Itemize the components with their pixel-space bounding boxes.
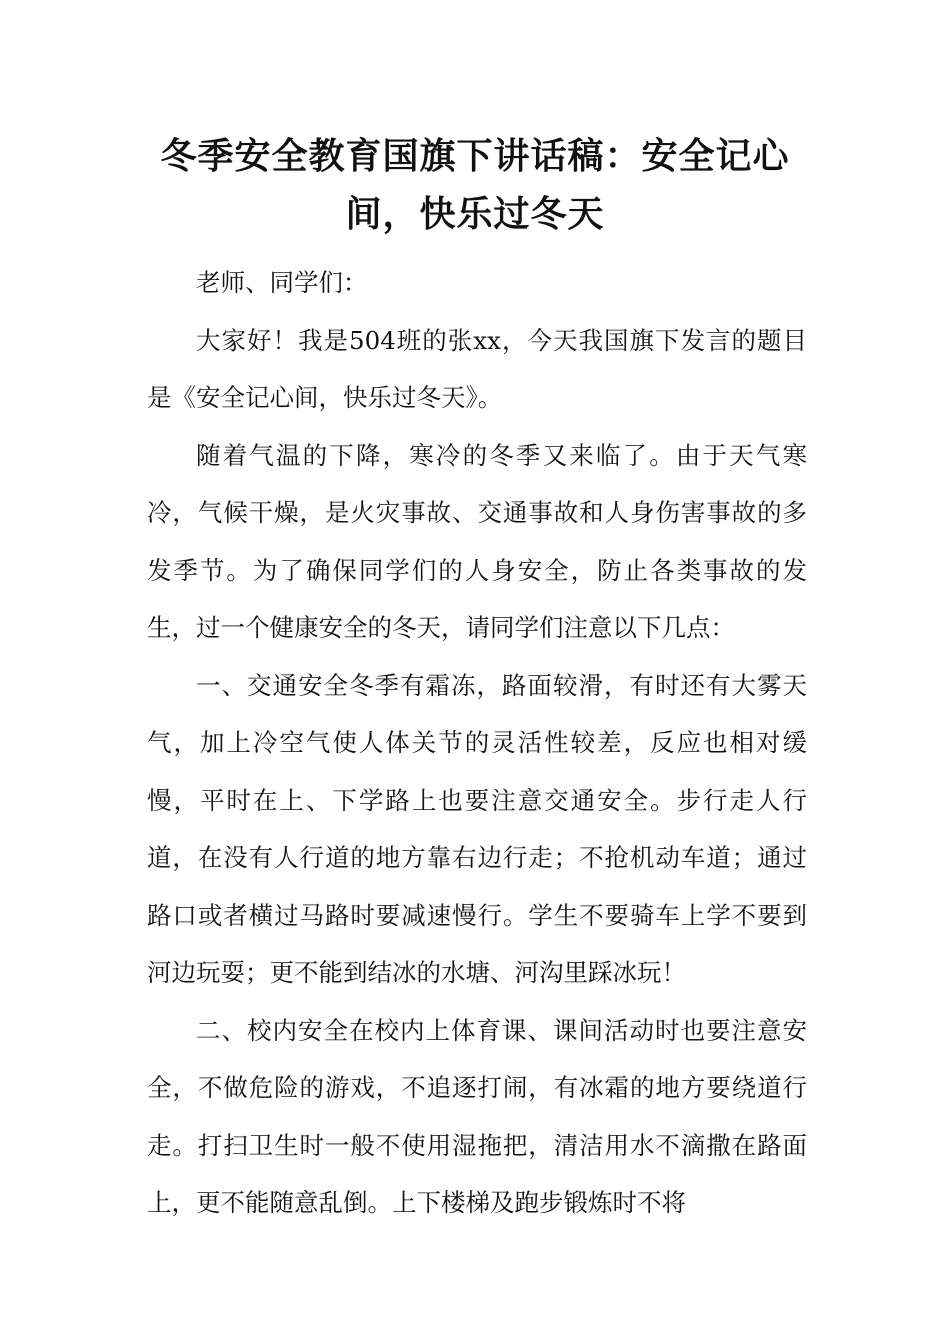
document-title: 冬季安全教育国旗下讲话稿：安全记心间，快乐过冬天 — [160, 136, 790, 235]
context-paragraph: 随着气温的下降，寒冷的冬季又来临了。由于天气寒冷，气候干燥，是火灾事故、交通事故和人身伤害事故的多发季节。为了确保同学们的人身安全，防止各类事故的发生，过一个健康安全的冬天，请同学们注意以下几点： — [147, 440, 807, 642]
intro-paragraph: 大家好！我是504班的张xx，今天我国旗下发言的题目是《安全记心间，快乐过冬天》。 — [147, 325, 807, 412]
campus-safety-paragraph: 二、校内安全在校内上体育课、课间活动时也要注意安全，不做危险的游戏，不追逐打闹，有冰霜的地方要绕道行走。打扫卫生时一般不使用湿拖把，清洁用水不滴撒在路面上，更不能随意乱倒。上下楼梯及跑步锻炼时不将 — [147, 1015, 807, 1217]
greeting-paragraph: 老师、同学们： — [196, 268, 368, 297]
traffic-safety-paragraph: 一、交通安全冬季有霜冻，路面较滑，有时还有大雾天气，加上冷空气使人体关节的灵活性较差，反应也相对缓慢，平时在上、下学路上也要注意交通安全。步行走人行道，在没有人行道的地方靠右边行走；不抢机动车道；通过路口或者横过马路时要减速慢行。学生不要骑车上学不要到河边玩耍；更不能到结冰的水塘、河沟里踩冰玩！ — [147, 670, 807, 987]
document-body — [147, 254, 807, 1232]
